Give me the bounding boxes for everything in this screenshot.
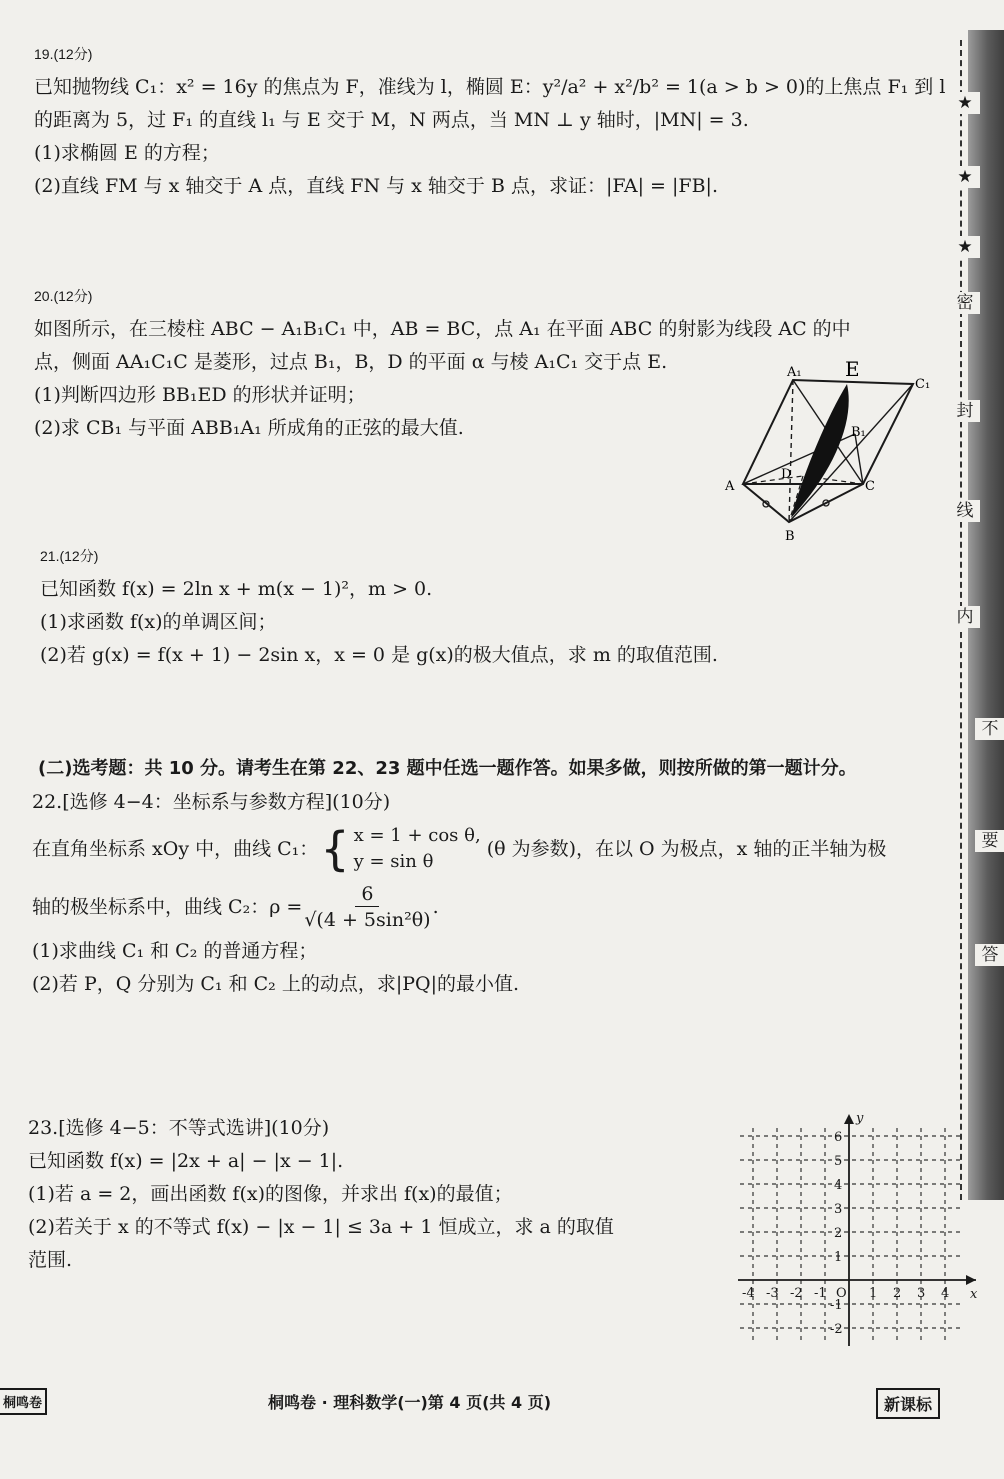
label-A: A — [725, 479, 735, 494]
y-tick-label: 5 — [834, 1154, 843, 1169]
question-part: (2)若 P，Q 分别为 C₁ 和 C₂ 上的动点，求|PQ|的最小值. — [32, 973, 520, 995]
label-A1: A₁ — [787, 365, 802, 380]
coordinate-grid — [730, 1108, 990, 1356]
seal-char: 封 — [950, 400, 980, 422]
elective-instructions: (二)选考题：共 10 分。请考生在第 22、23 题中任选一题作答。如果多做，则按所做的第一题计分。 — [38, 758, 857, 779]
question-19 — [34, 38, 945, 203]
seal-char: 密 — [950, 292, 980, 314]
question-part: (2)求 CB₁ 与平面 ABB₁A₁ 所成角的正弦的最大值. — [34, 417, 464, 439]
seal-char: 内 — [950, 606, 980, 628]
x-axis-label: x — [970, 1287, 978, 1302]
star-icon: ★ — [950, 166, 980, 188]
x-tick-label: 4 — [941, 1286, 950, 1301]
origin-label: O — [836, 1286, 847, 1301]
x-tick-label: -3 — [766, 1286, 779, 1301]
question-text: 已知函数 f(x) = 2ln x + m(x − 1)²，m > 0. — [40, 578, 433, 600]
question-21 — [40, 540, 718, 672]
question-text: 已知函数 f(x) = |2x + a| − |x − 1|. — [28, 1150, 344, 1172]
footer-badge: 新课标 — [876, 1388, 940, 1419]
y-axis-arrow-icon — [844, 1114, 854, 1124]
question-part: (1)求椭圆 E 的方程； — [34, 142, 220, 164]
fraction-denominator: √(4 + 5sin²θ) — [304, 908, 431, 931]
y-tick-label: 3 — [834, 1202, 843, 1217]
x-tick-label: -1 — [814, 1286, 827, 1301]
system-line: x = 1 + cos θ, — [353, 825, 481, 846]
y-tick-label: -2 — [830, 1322, 843, 1337]
curve-c1-line — [32, 819, 886, 879]
y-tick-label: 1 — [834, 1250, 843, 1265]
x-tick-label: -4 — [742, 1286, 755, 1301]
question-number: 23.[选修 4−5：不等式选讲](10分) — [28, 1117, 330, 1139]
label-B1: B₁ — [851, 425, 866, 440]
fraction-numerator: 6 — [355, 882, 379, 907]
label-D: D — [781, 467, 792, 482]
curve-c2-line — [32, 879, 886, 935]
fraction — [304, 882, 430, 933]
question-text: (θ 为参数)，在以 O 为极点，x 轴的正半轴为极 — [486, 837, 887, 860]
question-text: . — [432, 895, 439, 918]
system-line: y = sin θ — [353, 851, 434, 872]
label-C: C — [865, 479, 875, 494]
question-text: 在直角坐标系 xOy 中，曲线 C₁： — [32, 837, 319, 860]
star-icon: ★ — [950, 236, 980, 258]
brace-symbol: { — [320, 822, 350, 876]
x-axis-arrow-icon — [966, 1275, 976, 1285]
star-icon: ★ — [950, 92, 980, 114]
prism-figure — [715, 360, 945, 550]
x-tick-label: 1 — [869, 1286, 878, 1301]
label-B: B — [785, 529, 795, 544]
seal-char: 答 — [975, 944, 1004, 966]
seal-char: 要 — [975, 830, 1004, 852]
question-number: 22.[选修 4−4：坐标系与参数方程](10分) — [32, 791, 391, 813]
question-part: (2)若关于 x 的不等式 f(x) − |x − 1| ≤ 3a + 1 恒成立，求 a 的取值 — [28, 1216, 614, 1238]
question-text: 如图所示，在三棱柱 ABC − A₁B₁C₁ 中，AB = BC，点 A₁ 在平面 ABC 的射影为线段 AC 的中 — [34, 318, 851, 340]
footer-page-info: 桐鸣卷 · 理科数学(一)第 4 页(共 4 页) — [268, 1393, 552, 1412]
x-tick-label: 3 — [917, 1286, 926, 1301]
question-part: (2)直线 FM 与 x 轴交于 A 点，直线 FN 与 x 轴交于 B 点，求证：|FA| = |FB|. — [34, 175, 718, 197]
footer-corner-stamp: 桐鸣卷 — [0, 1388, 47, 1415]
question-part: (1)若 a = 2，画出函数 f(x)的图像，并求出 f(x)的最值； — [28, 1183, 513, 1205]
x-tick-label: 2 — [893, 1286, 902, 1301]
seal-char: 不 — [975, 718, 1004, 740]
question-text: 轴的极坐标系中，曲线 C₂：ρ = — [32, 895, 303, 918]
y-tick-label: 6 — [834, 1130, 843, 1145]
question-text: 的距离为 5，过 F₁ 的直线 l₁ 与 E 交于 M，N 两点，当 MN ⊥ y 轴时，|MN| = 3. — [34, 109, 749, 131]
question-part: 范围. — [28, 1249, 73, 1271]
hidden-edge — [789, 380, 793, 522]
y-tick-label: 4 — [834, 1178, 843, 1193]
label-E: E — [845, 360, 860, 381]
question-22 — [32, 786, 886, 1001]
parametric-system — [354, 823, 481, 875]
label-C1: C₁ — [915, 377, 931, 392]
question-number: 19.(12分) — [34, 46, 93, 62]
question-part: (2)若 g(x) = f(x + 1) − 2sin x，x = 0 是 g(x)的极大值点，求 m 的取值范围. — [40, 644, 718, 666]
x-tick-label: -2 — [790, 1286, 803, 1301]
question-number: 20.(12分) — [34, 288, 93, 304]
question-part: (1)求函数 f(x)的单调区间； — [40, 611, 277, 633]
seal-char: 线 — [950, 500, 980, 522]
question-part: (1)求曲线 C₁ 和 C₂ 的普通方程； — [32, 940, 318, 962]
diagonal-edge — [789, 384, 913, 522]
question-text: 点，侧面 AA₁C₁C 是菱形，过点 B₁，B，D 的平面 α 与棱 A₁C₁ 交于点 E. — [34, 351, 668, 373]
y-tick-label: -1 — [830, 1298, 843, 1313]
y-axis-label: y — [856, 1111, 864, 1126]
question-part: (1)判断四边形 BB₁ED 的形状并证明； — [34, 384, 366, 406]
question-text: 已知抛物线 C₁：x² = 16y 的焦点为 F，准线为 l，椭圆 E：y²/a² + x²/b² = 1(a > b > 0)的上焦点 F₁ 到 l — [34, 76, 946, 98]
question-number: 21.(12分) — [40, 548, 99, 564]
y-tick-label: 2 — [834, 1226, 843, 1241]
question-23 — [28, 1112, 614, 1277]
